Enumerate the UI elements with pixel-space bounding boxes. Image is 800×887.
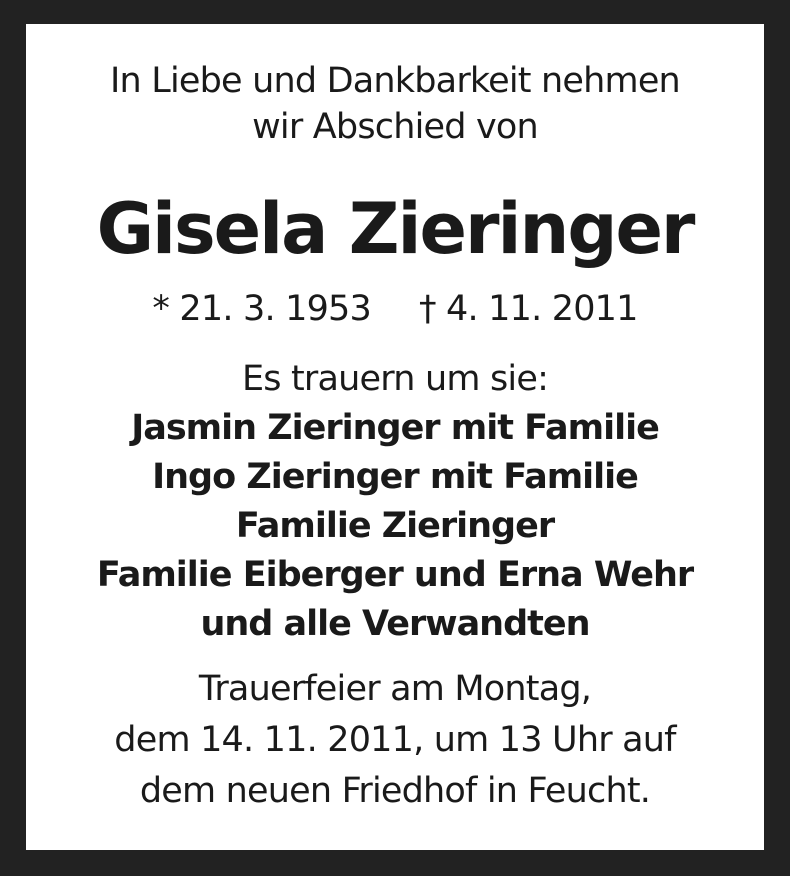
obituary-panel (26, 24, 764, 850)
service-info (26, 664, 764, 817)
service-line: dem 14. 11. 2011, um 13 Uhr auf (114, 720, 676, 760)
mourners-heading: Es trauern um sie: (241, 359, 549, 399)
mourner-line: Familie Zieringer (235, 506, 555, 546)
mourner-line: und alle Verwandten (200, 604, 590, 644)
mourner-line: Ingo Zieringer mit Familie (152, 457, 638, 497)
service-line: Trauerfeier am Montag, (198, 669, 592, 709)
mourner-line: Familie Eiberger und Erna Wehr (96, 555, 694, 595)
life-dates (26, 286, 764, 332)
birth-date: * 21. 3. 1953 (152, 289, 371, 329)
service-line: dem neuen Friedhof in Feucht. (139, 771, 651, 811)
deceased-name: Gisela Zieringer (96, 188, 694, 270)
intro-line-2: wir Abschied von (252, 107, 538, 147)
death-date: † 4. 11. 2011 (419, 289, 638, 329)
mourners-list (26, 404, 764, 649)
intro-line-1: In Liebe und Dankbarkeit nehmen (110, 61, 680, 101)
mourner-line: Jasmin Zieringer mit Familie (131, 408, 659, 448)
